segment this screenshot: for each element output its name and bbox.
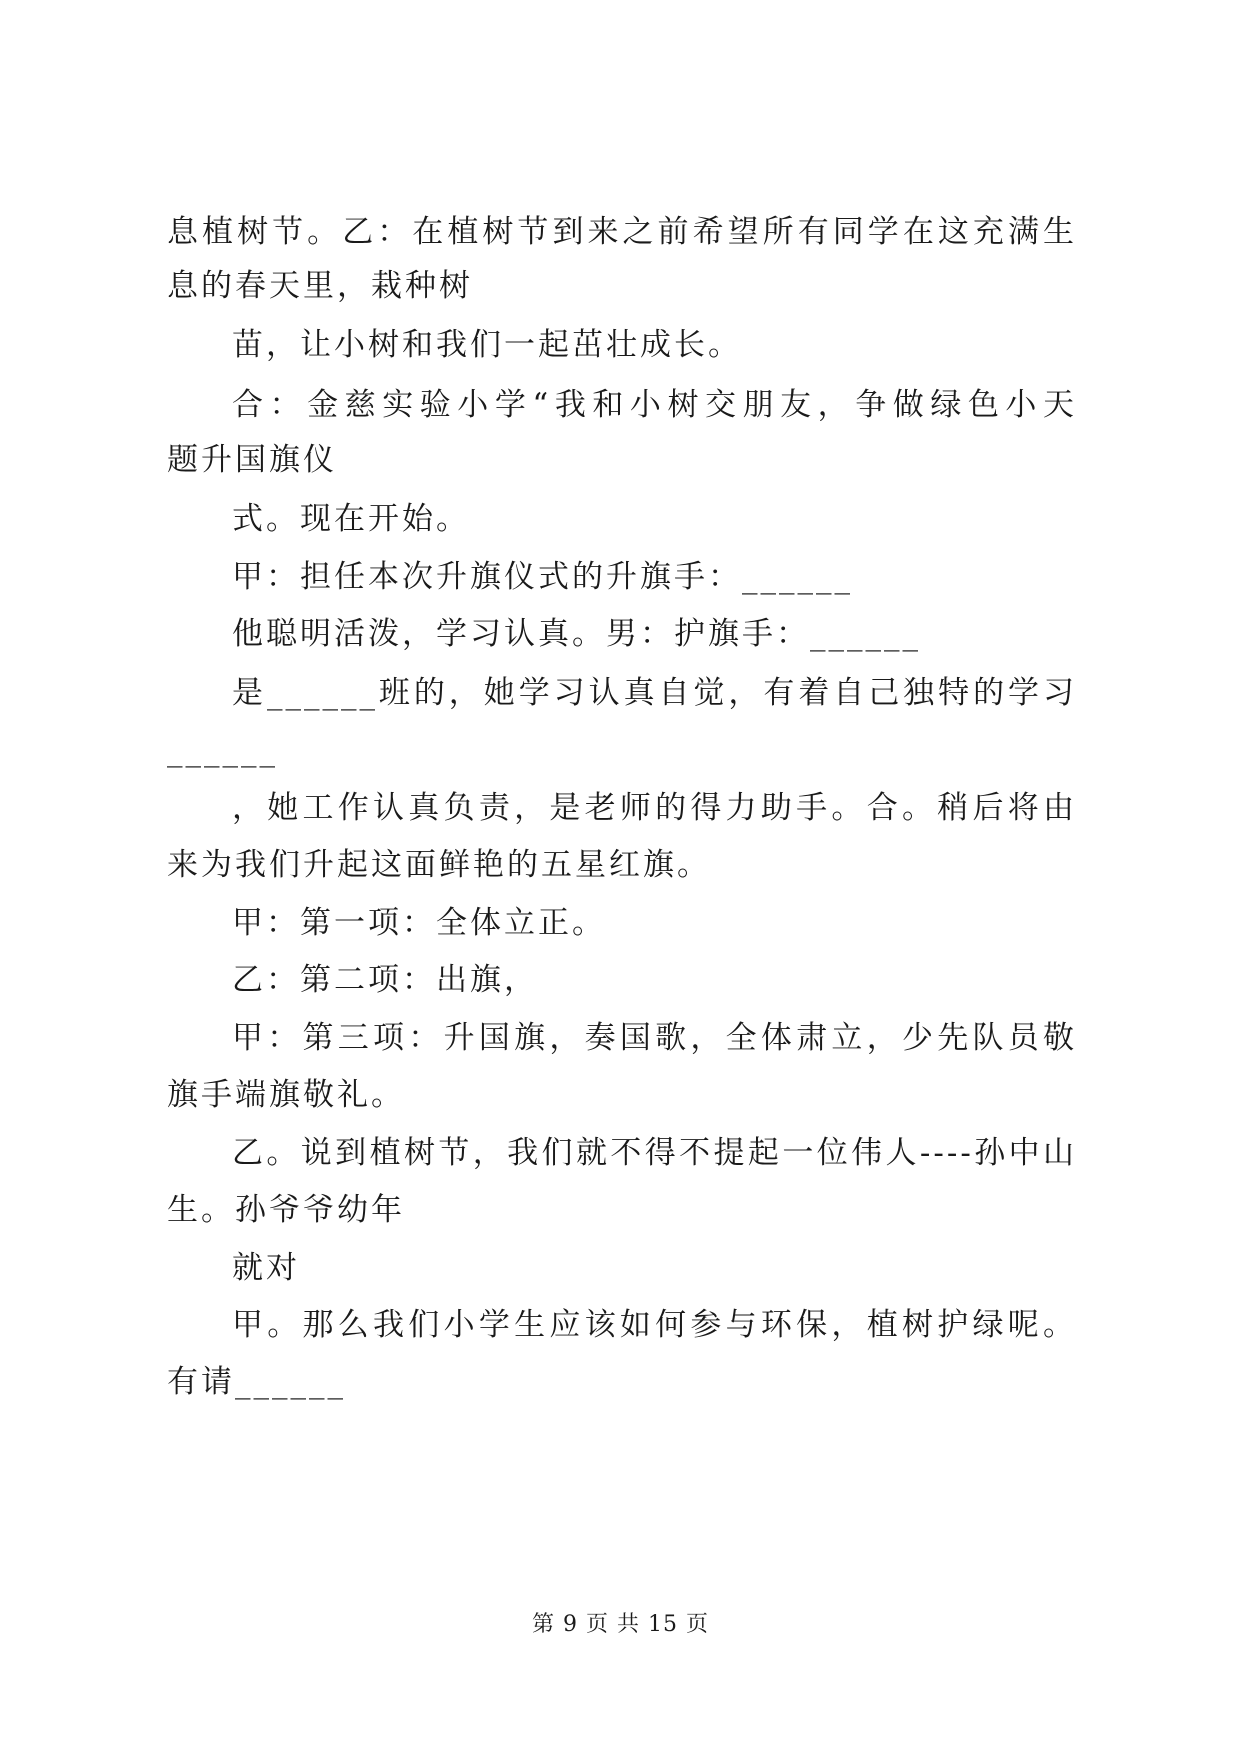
text-line: 题升国旗仪	[167, 442, 337, 478]
text-line: 生。孙爷爷幼年	[167, 1192, 405, 1228]
text-line: ，她工作认真负责，是老师的得力助手。合。稍后将由	[232, 790, 1077, 826]
text-line: 苗，让小树和我们一起茁壮成长。	[232, 327, 742, 363]
text-line: 甲：担任本次升旗仪式的升旗手：______	[232, 559, 853, 595]
text-line: 合：金慈实验小学“我和小树交朋友，争做绿色小天	[232, 387, 1077, 423]
text-line: 息植树节。乙：在植树节到来之前希望所有同学在这充满生	[167, 214, 1077, 250]
text-line: 有请______	[167, 1364, 346, 1400]
text-line: 甲。那么我们小学生应该如何参与环保，植树护绿呢。	[232, 1307, 1077, 1343]
text-line: 他聪明活泼，学习认真。男：护旗手：______	[232, 616, 921, 652]
text-line: 甲：第一项：全体立正。	[232, 905, 606, 941]
text-line: 甲：第三项：升国旗，奏国歌，全体肃立，少先队员敬	[232, 1020, 1077, 1056]
text-line: 旗手端旗敬礼。	[167, 1077, 405, 1113]
page-number-footer: 第 9 页 共 15 页	[532, 1612, 709, 1637]
text-line: 是______班的，她学习认真自觉，有着自己独特的学习	[232, 675, 1077, 711]
text-line: 息的春天里，栽种树	[167, 268, 473, 304]
text-line: 乙：第二项：出旗，	[232, 962, 538, 998]
text-line: ______	[167, 732, 278, 768]
text-line: 式。现在开始。	[232, 501, 470, 537]
text-line: 乙。说到植树节，我们就不得不提起一位伟人----孙中山	[232, 1135, 1077, 1171]
text-line: 就对	[232, 1250, 300, 1286]
text-line: 来为我们升起这面鲜艳的五星红旗。	[167, 847, 711, 883]
